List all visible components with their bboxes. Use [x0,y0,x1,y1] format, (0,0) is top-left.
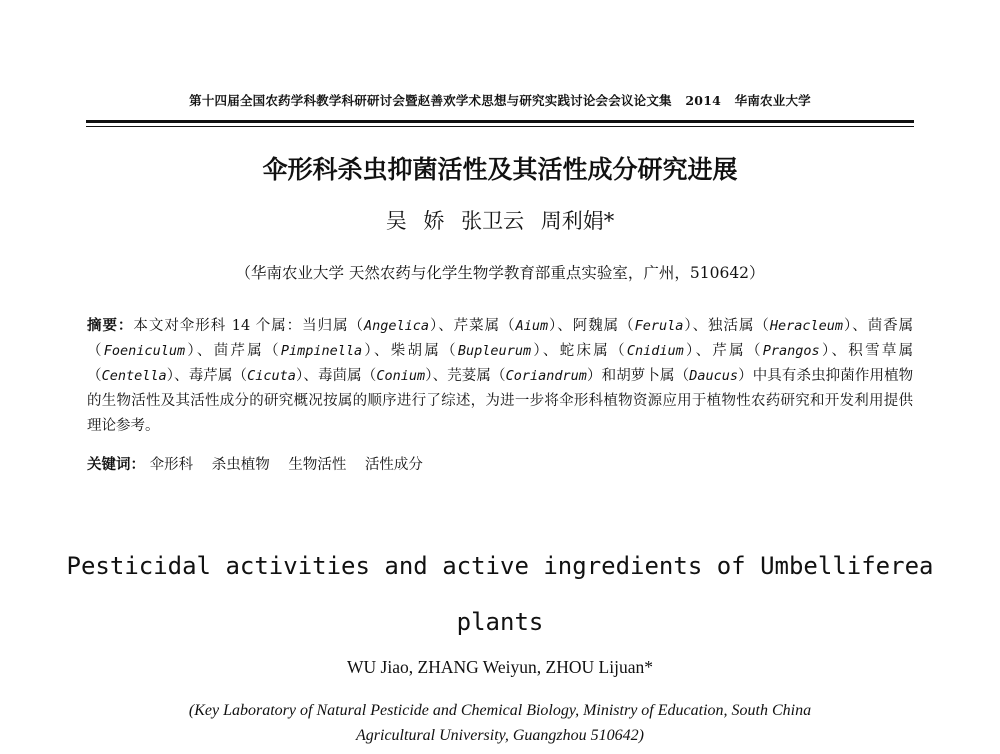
keyword-item: 杀虫植物 [211,457,270,473]
abstract-body: 中具有杀虫抑菌作用植物的生物活性及其活性成分的研究概况按属的顺序进行了综述，为进一步将伞形科植物资源应用于植物性农药研究和开发利用提供理论参考。 [87,368,914,434]
genus-separator: 、 [432,368,448,384]
genus-latin-name: Heracleum [769,318,844,334]
genus-separator: 、 [303,368,318,384]
chinese-authors [0,205,1000,235]
genus-latin-name: Pimpinella [280,343,363,359]
genus-separator: 、 [692,318,709,334]
genus-chinese-name: 蛇床属 [559,343,611,359]
genus-latin-name: Aium [515,318,549,334]
genus-chinese-name: 积雪草属 [848,343,914,359]
genus-chinese-name: 毒茴属 [317,368,362,384]
genus-chinese-name: 独活属 [708,318,755,334]
proceedings-title: 第十四届全国农药学科教学科研研讨会暨赵善欢学术思想与研究实践讨论会会议论文集 [189,93,672,108]
genus-chinese-name: 柴胡属 [390,343,442,359]
genus-separator: 、 [196,343,214,359]
genus-entry: 毒芹属（Cicuta）、 [188,368,318,384]
genus-latin-name: Prangos [762,343,820,359]
genus-latin-name: Centella [101,368,167,384]
keyword-item: 活性成分 [364,457,423,473]
genus-latin-name: Daucus [689,368,738,384]
genus-latin-name: Conium [376,368,426,384]
genus-latin-name: Angelica [364,318,430,334]
chinese-affiliation: （华南农业大学 天然农药与化学生物学教育部重点实验室，广州，510642） [235,264,765,282]
genus-separator: 、 [174,368,189,384]
genus-entry: 芹菜属（Aium）、 [453,318,573,334]
genus-separator: 、 [831,343,849,359]
genus-entry: 柴胡属（Bupleurum）、 [390,343,560,359]
genus-chinese-name: 芫荽属 [447,368,491,384]
abstract-label: 摘要： [87,318,134,334]
genus-separator: 和 [601,368,617,384]
genus-chinese-name: 当归属 [302,318,349,334]
chinese-title: 伞形科杀虫抑菌活性及其活性成分研究进展 [262,155,738,184]
english-title-line-1: Pesticidal activities and active ingredients of Umbelliferea [66,552,934,580]
genus-latin-name: Bupleurum [457,343,532,359]
genus-latin-name: Foeniculum [103,343,186,359]
header-rule-thin [86,126,914,127]
genus-chinese-name: 阿魏属 [572,318,620,334]
genus-latin-name: Coriandrum [505,368,587,384]
genus-entry: 茴芹属（Pimpinella）、 [213,343,391,359]
genus-separator: 、 [695,343,713,359]
genus-separator: 、 [852,318,868,334]
genus-latin-name: Cnidium [626,343,684,359]
keywords-label: 关键词： [87,457,145,473]
genus-entry: 当归属（Angelica）、 [302,318,454,334]
genus-chinese-name: 芹属 [712,343,746,359]
genus-entry: 毒茴属（Conium）、 [317,368,448,384]
keyword-item: 生物活性 [288,457,347,473]
genus-separator: 、 [557,318,573,334]
genus-latin-name: Cicuta [247,368,296,384]
genus-separator: 、 [438,318,454,334]
keyword-item: 伞形科 [149,457,194,473]
author-1: 吴 娇 [385,209,445,233]
author-2: 张卫云 [461,209,525,233]
english-title [0,538,1000,650]
author-3: 周利娟* [540,209,615,233]
header-rule-thick [86,120,914,123]
proceedings-year: 2014 [685,93,721,108]
genus-separator: 、 [542,343,560,359]
running-header [0,91,1000,109]
genus-chinese-name: 茴芹属 [213,343,265,359]
genus-entry: 芫荽属（Coriandrum）和 [447,368,617,384]
genus-entry: 芹属（Prangos）、 [712,343,849,359]
english-affiliation-line-1: (Key Laboratory of Natural Pesticide and Chemical Biology, Ministry of Education, South China [188,702,812,719]
abstract-intro: 本文对伞形科 14 个属： [133,318,303,334]
host-university: 华南农业大学 [734,93,811,108]
genus-entry: 茴香属（Foeniculum）、 [87,318,914,359]
keywords [87,453,913,474]
genus-chinese-name: 毒芹属 [188,368,233,384]
genus-latin-name: Ferula [634,318,684,334]
genus-entry: 蛇床属（Cnidium）、 [559,343,713,359]
genus-chinese-name: 芹菜属 [453,318,501,334]
english-authors: WU Jiao, ZHANG Weiyun, ZHOU Lijuan* [347,657,653,677]
genus-separator: 、 [373,343,391,359]
genus-chinese-name: 茴香属 [867,318,914,334]
english-title-line-2: plants [456,608,544,636]
genus-entry: 阿魏属（Ferula）、 [572,318,709,334]
genus-chinese-name: 胡萝卜属 [616,368,675,384]
english-affiliation-line-2: Agricultural University, Guangzhou 510642) [356,727,644,744]
genus-entry: 积雪草属（Centella）、 [87,343,914,384]
english-affiliation [0,698,1000,748]
genus-entry: 独活属（Heracleum）、 [708,318,868,334]
genus-entry: 胡萝卜属（Daucus） [616,368,753,384]
abstract [87,314,913,439]
